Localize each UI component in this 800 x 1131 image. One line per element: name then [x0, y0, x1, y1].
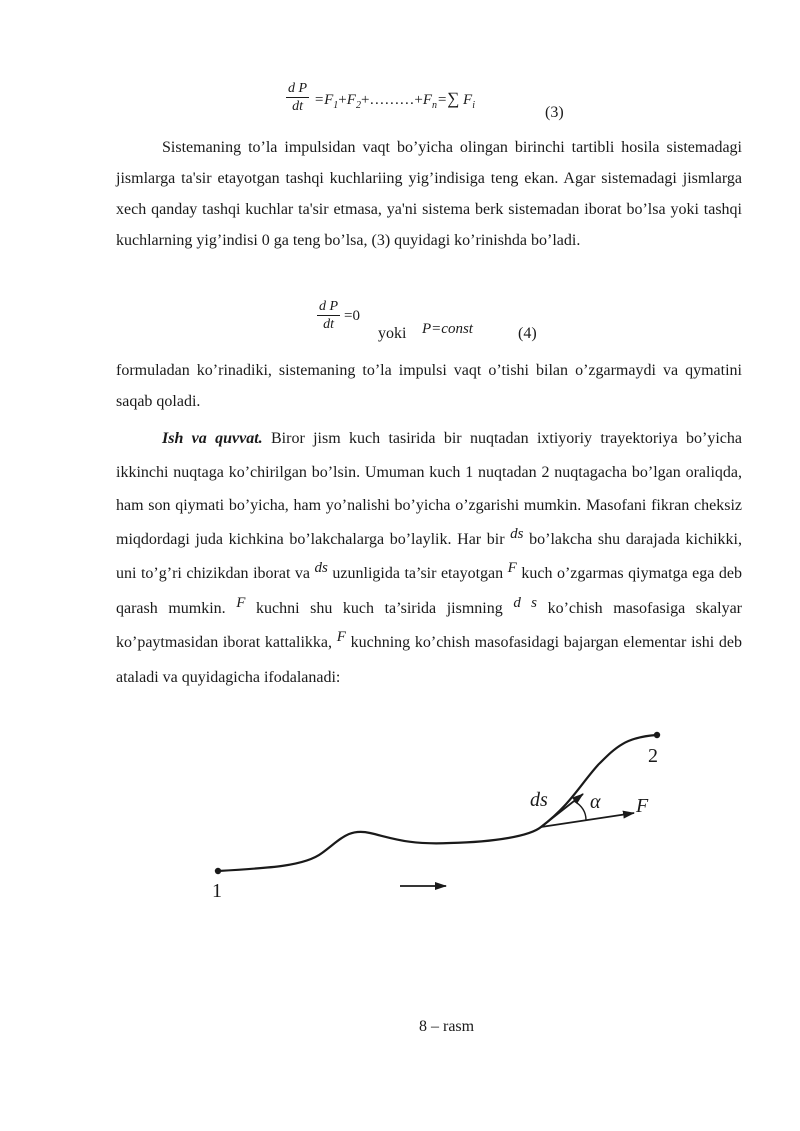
- p3-text-6: ko’chish masofasiga skalyar ko’paytmasidan iborat kattalikka,: [116, 599, 742, 651]
- eq3-number: (3): [545, 104, 564, 121]
- eq3-F2: F: [346, 92, 356, 108]
- label-point-2: 2: [648, 745, 658, 767]
- eq4-number: (4): [518, 325, 537, 342]
- eq3-eq2: =: [437, 92, 448, 108]
- section-heading: Ish va quvvat.: [162, 430, 263, 447]
- eq4-denominator: dt: [323, 317, 334, 332]
- eq3-Fi: F: [463, 92, 473, 108]
- p3-text-7: kuchning ko’chish masofasidagi bajargan elementar ishi deb ataladi va quyidagicha ifodalanadi:: [116, 634, 742, 686]
- point-2-dot: [654, 732, 660, 738]
- paragraph-2: formuladan ko’rinadiki, sistemaning to’la impulsi vaqt o’tishi bilan o’zgarmaydi va qymatini saqab qoladi.: [116, 362, 742, 410]
- p3-text-3: uzunligida ta’sir etayotgan: [327, 565, 508, 582]
- eq3-sub2: 2: [355, 100, 361, 111]
- angle-arc: [574, 801, 586, 820]
- p3-text-2: bo’lakcha shu darajada kichikki, uni to’g’ri chizikdan iborat va: [116, 530, 742, 582]
- label-ds: ds: [530, 789, 548, 811]
- sym-F-3: F: [336, 629, 346, 645]
- sym-F: F: [507, 560, 517, 576]
- point-1-dot: [215, 868, 221, 874]
- sym-ds: ds: [510, 525, 524, 542]
- eq4-rhs: =0: [344, 308, 360, 324]
- figure-caption: 8 – rasm: [419, 1018, 475, 1035]
- p3-text-4: kuch o’zgarmas qiymatga ega deb qarash mumkin.: [116, 565, 743, 617]
- sym-F-2: F: [236, 594, 246, 611]
- sym-ds-2: ds: [314, 560, 328, 576]
- label-F: F: [636, 795, 649, 817]
- eq4-second: P=const: [422, 321, 473, 337]
- eq3-sub1: 1: [333, 100, 339, 111]
- eq3-subi: i: [472, 100, 475, 111]
- label-point-1: 1: [212, 880, 222, 902]
- p3-text-5: kuchni shu kuch ta’sirida jismning: [245, 599, 514, 617]
- p3-text-1: Biror jism kuch tasirida bir nuqtadan ixtiyoriy trayektoriya bo’yicha ikkinchi nuqtaga ko’chirilgan bo’lsin. Umuman kuch 1 nuqtadan 2 nuqtagacha bo’lgan oraliqda, ham son qiymati bo’yicha, ham yo’nalishi bo’yicha o’zgarishi mumkin. Masofani fikran cheksiz miqdordagi juda kichkina bo’lakchalarga bo’laylik. Har bir: [116, 430, 742, 548]
- eq3-subn: n: [432, 100, 438, 111]
- eq3-eq: =: [314, 92, 325, 108]
- eq4-numerator: d P: [319, 299, 339, 314]
- eq3-Fn: F: [422, 92, 433, 108]
- eq4-yoki: yoki: [378, 325, 407, 342]
- eq3-sum: ∑: [447, 89, 460, 108]
- eq3-plus: +: [338, 92, 347, 108]
- label-alpha: α: [590, 791, 601, 813]
- eq3-numerator: d P: [288, 81, 308, 96]
- eq3-F1: F: [324, 92, 334, 108]
- sym-ds-3: d s: [513, 594, 537, 611]
- paragraph-1: Sistemaning to’la impulsidan vaqt bo’yicha olingan birinchi tartibli hosila sistemadagi jismlarga ta'sir etayotgan tashqi kuchlariing yig’indisiga teng ekan. Agar sistemadagi jismlarga xech qanday tashqi kuchlar ta'sir etmasa, ya'ni sistema berk sistemadan iborat bo’lsa yoki tashqi kuchlarning yig’indisi 0 ga teng bo’lsa, (3) quyidagi ko’rinishda bo’ladi.: [116, 139, 742, 249]
- eq3-dots: +………+: [360, 92, 423, 108]
- eq3-denominator: dt: [292, 99, 303, 114]
